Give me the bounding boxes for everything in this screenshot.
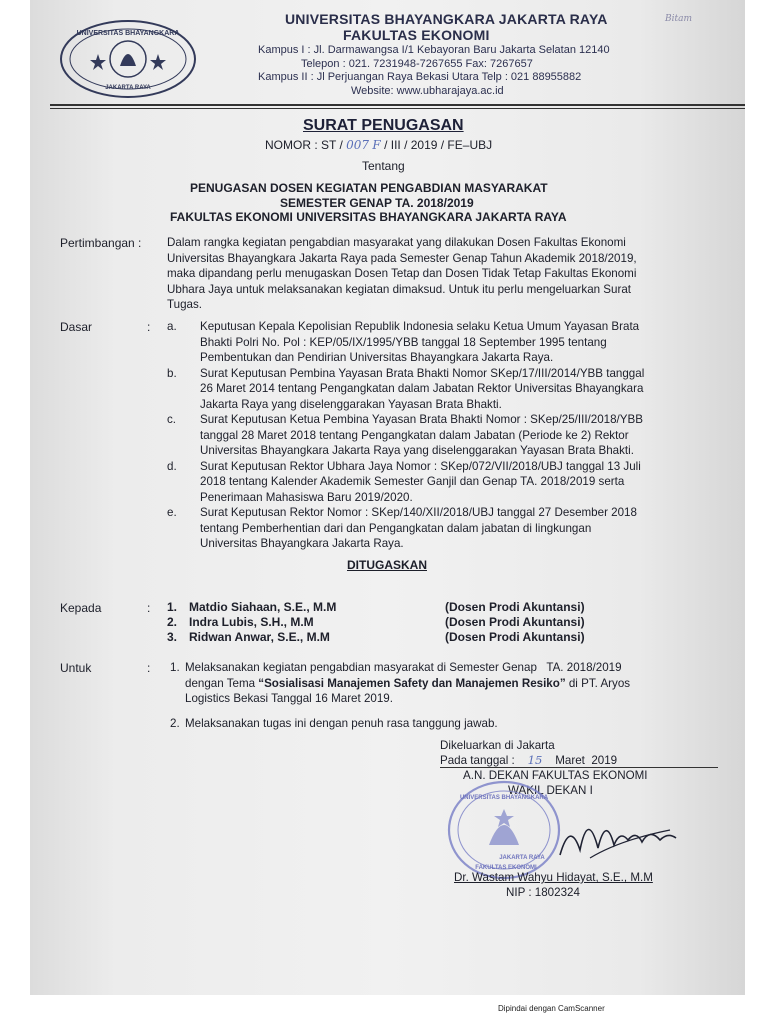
kepada-label: Kepada [60,601,102,615]
subject-line-3: FAKULTAS EKONOMI UNIVERSITAS BHAYANGKARA JAKARTA RAYA [170,210,567,224]
person-role: (Dosen Prodi Akuntansi) [445,630,585,644]
phone-line: Telepon : 021. 7231948-7267655 Fax: 7267657 [301,58,533,70]
person-number: 1. [167,600,178,614]
dasar-item [167,459,732,506]
stamp-text-bottom: FAKULTAS EKONOMI [475,865,537,871]
untuk-line2-pre: dengan Tema [185,676,259,690]
kepada-colon: : [147,601,151,615]
dasar-line: Surat Keputusan Ketua Pembina Yayasan Brata Bhakti Nomor : SKep/25/III/2018/YBB [200,413,643,426]
dasar-marker: d. [167,459,177,473]
campus1-address: Kampus I : Jl. Darmawangsa I/1 Kebayoran Baru Jakarta Selatan 12140 [258,44,610,56]
untuk-number: 1. [170,661,180,674]
dasar-line: Jakarta Raya yang diselenggarakan Yayasan Brata Bhakti. [200,397,502,411]
kepada-person [167,630,727,645]
kepada-person [167,615,727,630]
subject-line-1: PENUGASAN DOSEN KEGIATAN PENGABDIAN MASYARAKAT [190,181,548,195]
dasar-item [167,412,732,459]
header-rule-thin [50,108,745,109]
number-handwritten-f: F [372,138,381,152]
dasar-list [167,319,732,552]
untuk-theme: “Sosialisasi Manajemen Safety dan Manajemen Resiko” [258,676,566,690]
subject-line-2: SEMESTER GENAP TA. 2018/2019 [280,196,474,210]
pertimbangan-line: Ubhara Jaya untuk melaksanakan kegiatan dimaksud. Untuk itu perlu mengeluarkan Surat [167,282,632,296]
pertimbangan-line: maka dipandang perlu menugaskan Dosen Tetap dan Dosen Tidak Tetap Fakultas Ekonomi [167,267,637,280]
on-behalf: A.N. DEKAN FAKULTAS EKONOMI [463,769,648,782]
stamp-text-mid: JAKARTA RAYA [499,855,545,861]
dasar-marker: b. [167,366,177,380]
document-page [30,0,745,995]
dasar-item [167,366,732,413]
dasar-line: Penerimaan Mahasiswa Baru 2019/2020. [200,490,413,504]
signatory-name: Dr. Wastam Wahyu Hidayat, S.E., M.M [454,871,653,884]
campus2-address: Kampus II : Jl Perjuangan Raya Bekasi Utara Telp : 021 88955882 [258,71,582,83]
dasar-marker: e. [167,506,177,519]
untuk-item-2 [170,716,730,732]
signatory-nip: NIP : 1802324 [506,886,580,899]
issued-at: Dikeluarkan di Jakarta [440,739,555,752]
person-name: Matdio Siahaan, S.E., M.M [189,600,337,614]
position-title: WAKIL DEKAN I [508,784,593,797]
dasar-line: Surat Keputusan Rektor Ubhara Jaya Nomor : SKep/072/VII/2018/UBJ tanggal 13 Juli [200,459,641,473]
dasar-line: Universitas Bhayangkara Jakarta Raya. [200,537,404,550]
logo-text-top: UNIVERSITAS BHAYANGKARA [76,30,180,37]
untuk-line2-post: di PT. Aryos [565,676,631,690]
corner-note: Bitam [665,14,693,24]
ditugaskan-heading: DITUGASKAN [347,558,427,572]
about-label: Tentang [362,159,405,173]
dasar-item [167,505,732,552]
untuk-line: Melaksanakan kegiatan pengabdian masyarakat di Semester Genap TA. 2018/2019 [185,661,622,674]
date-prefix: Pada tanggal : [440,754,515,767]
date-day: 15 [527,753,543,767]
university-name: UNIVERSITAS BHAYANGKARA JAKARTA RAYA [285,11,608,27]
dasar-colon: : [147,320,151,334]
number-prefix: NOMOR : ST / [265,138,343,152]
untuk-line: Melaksanakan tugas ini dengan penuh rasa tanggung jawab. [185,716,498,730]
website-line: Website: www.ubharajaya.ac.id [351,85,504,97]
stamp-text-top: UNIVERSITAS BHAYANGKARA [459,795,549,801]
logo-text-bottom: JAKARTA RAYA [105,85,151,91]
untuk-colon: : [147,661,151,675]
dasar-marker: c. [167,413,177,426]
person-name: Ridwan Anwar, S.E., M.M [189,630,330,644]
dasar-line: Pembentukan dan Pendirian Universitas Bhayangkara Jakarta Raya. [200,351,554,364]
scanner-footer: Dipindai dengan CamScanner [498,1004,605,1013]
person-number: 2. [167,615,178,629]
person-role: (Dosen Prodi Akuntansi) [445,615,585,629]
letter-number [265,138,492,152]
person-number: 3. [167,630,178,644]
pertimbangan-label: Pertimbangan : [60,236,142,250]
person-name: Indra Lubis, S.H., M.M [189,615,314,629]
university-logo [58,18,198,100]
dasar-line: Universitas Bhayangkara Jakarta Raya yang diselenggarakan Yayasan Brata Bhakti. [200,444,634,457]
untuk-item-1 [170,660,730,707]
date-suffix: Maret 2019 [555,754,618,767]
faculty-name: FAKULTAS EKONOMI [343,27,490,43]
dasar-line: Keputusan Kepala Kepolisian Republik Indonesia selaku Ketua Umum Yayasan Brata [200,320,640,333]
person-role: (Dosen Prodi Akuntansi) [445,600,585,614]
letter-title: SURAT PENUGASAN [303,117,464,134]
dasar-line: Bhakti Polri No. Pol : KEP/05/IX/1995/YBB tanggal 18 September 1995 tentang [200,335,607,349]
untuk-number: 2. [170,716,180,730]
dasar-line: 26 Maret 2014 tentang Pengangkatan dalam Jabatan Rektor Universitas Bhayangkara [200,382,644,395]
dasar-item [167,319,732,366]
dasar-marker: a. [167,320,177,333]
handwritten-signature [550,800,690,870]
dasar-line: tentang Pemberhentian dari dan Pengangkatan dalam jabatan di lingkungan [200,521,592,535]
header-rule-thick [50,104,745,106]
dasar-line: Surat Keputusan Pembina Yayasan Brata Bhakti Nomor SKep/17/III/2014/YBB tanggal [200,366,645,380]
pertimbangan-text [167,235,732,313]
pertimbangan-line: Tugas. [167,298,203,311]
pertimbangan-line: Dalam rangka kegiatan pengabdian masyarakat yang dilakukan Dosen Fakultas Ekonomi [167,236,626,249]
number-suffix: / III / 2019 / FE–UBJ [384,138,493,152]
pertimbangan-line: Universitas Bhayangkara Jakarta Raya pada Semester Genap Tahun Akademik 2018/2019, [167,251,637,265]
dasar-line: tanggal 28 Maret 2018 tentang Pengangkatan dalam Jabatan (Periode ke 2) Rektor [200,428,629,442]
untuk-line [185,676,730,692]
untuk-list [170,660,730,731]
dasar-line: 2018 tentang Kalender Akademik Semester Ganjil dan Genap TA. 2018/2019 serta [200,475,625,488]
dasar-line: Surat Keputusan Rektor Nomor : SKep/140/XII/2018/UBJ tanggal 27 Desember 2018 [200,506,637,519]
untuk-line: Logistics Bekasi Tanggal 16 Maret 2019. [185,692,393,705]
dasar-label: Dasar [60,320,93,334]
kepada-list [167,600,727,645]
untuk-label: Untuk [60,661,92,675]
kepada-person [167,600,727,615]
number-handwritten: 007 [346,138,370,152]
